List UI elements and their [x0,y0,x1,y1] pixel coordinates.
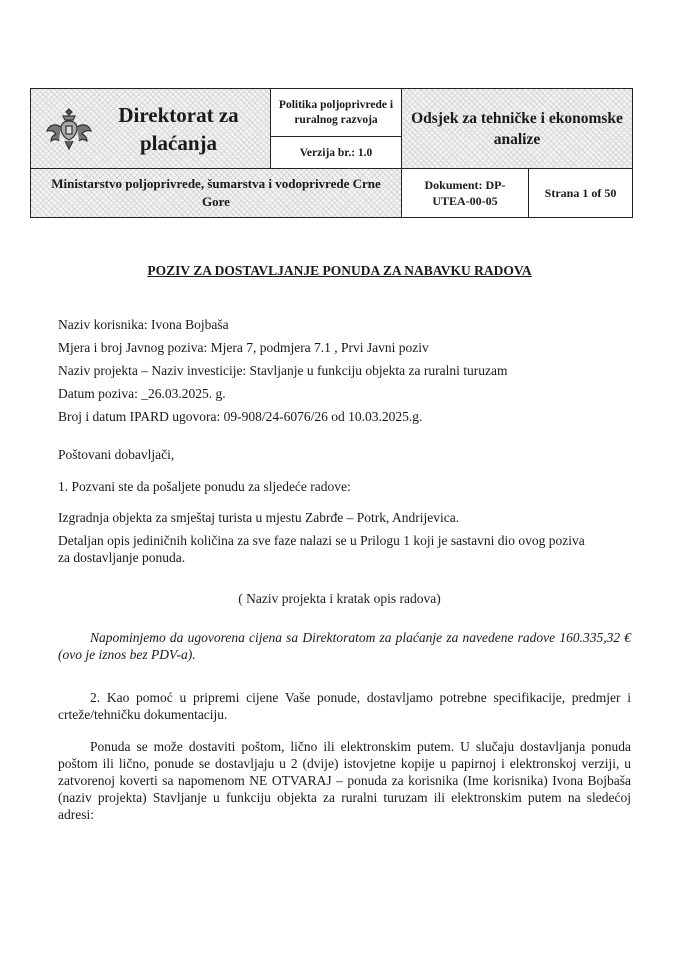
measure-line: Mjera i broj Javnog poziva: Mjera 7, podmjera 7.1 , Prvi Javni poziv [58,340,429,355]
version-label: Verzija br.: 1.0 [299,146,373,159]
montenegro-coat-of-arms-icon [45,105,93,153]
department-label: Odsjek za tehničke i ekonomske analize [402,89,632,168]
price-note-paragraph: Napominjemo da ugovorena cijena sa Direktoratom za plaćanje za navedene radove 160.335,32 € (ovo je iznos bez PDV-a). [58,630,631,662]
document-id-label: Dokument: DP-UTEA-00-05 [402,169,529,217]
greeting-line: Poštovani dobavljači, [58,447,175,462]
policy-label: Politika poljoprivrede i ruralnog razvoja [271,89,401,137]
org-title: Direktorat za plaćanja [118,102,239,155]
beneficiary-line: Naziv korisnika: Ivona Bojbaša [58,317,229,332]
detail-paragraph: Detaljan opis jediničnih količina za sve faze nalazi se u Prilogu 1 koji je sastavni dio ovog poziva za dostavljanje ponuda. [58,533,585,565]
ministry-label: Ministarstvo poljoprivrede, šumarstva i vodoprivrede Crne Gore [31,169,402,217]
document-header-table [30,88,633,218]
works-caption: ( Naziv projekta i kratak opis radova) [238,591,441,606]
document-heading: POZIV ZA DOSTAVLJANJE PONUDA ZA NABAVKU RADOVA [147,263,532,278]
works-line: Izgradnja objekta za smještaj turista u mjestu Zabrđe – Potrk, Andrijevica. [58,510,460,525]
date-line: Datum poziva: _26.03.2025. g. [58,386,226,401]
page-number-label: Strana 1 of 50 [544,185,617,200]
project-line: Naziv projekta – Naziv investicije: Stavljanje u funkciju objekta za ruralni turuzam [58,363,508,378]
item2-paragraph: 2. Kao pomoć u pripremi cijene Vaše ponude, dostavljamo potrebne specifikacije, predmjer i crteže/tehničku dokumentaciju. [58,690,631,722]
header-policy-cell [271,89,402,168]
contract-line: Broj i datum IPARD ugovora: 09-908/24-6076/26 od 10.03.2025.g. [58,409,423,424]
item1-line: 1. Pozvani ste da pošaljete ponudu za sljedeće radove: [58,479,351,494]
submission-paragraph: Ponuda se može dostaviti poštom, lično ili elektronskim putem. U slučaju dostavljanja ponuda poštom ili lično, ponude se dostavljaju u 2 (dvije) istovjetne kopije u papirnoj i elektronskoj verziji, u zatvorenoj koverti sa napomenom NE OTVARAJ – ponuda za korisnika (Ime korisnika) Ivona Bojbaša (naziv projekta) Stavljanje u funkciju objekta za ruralni turuzam ili elektronskim putem na sledećoj adresi: [58,739,631,822]
header-org-cell [31,89,271,168]
